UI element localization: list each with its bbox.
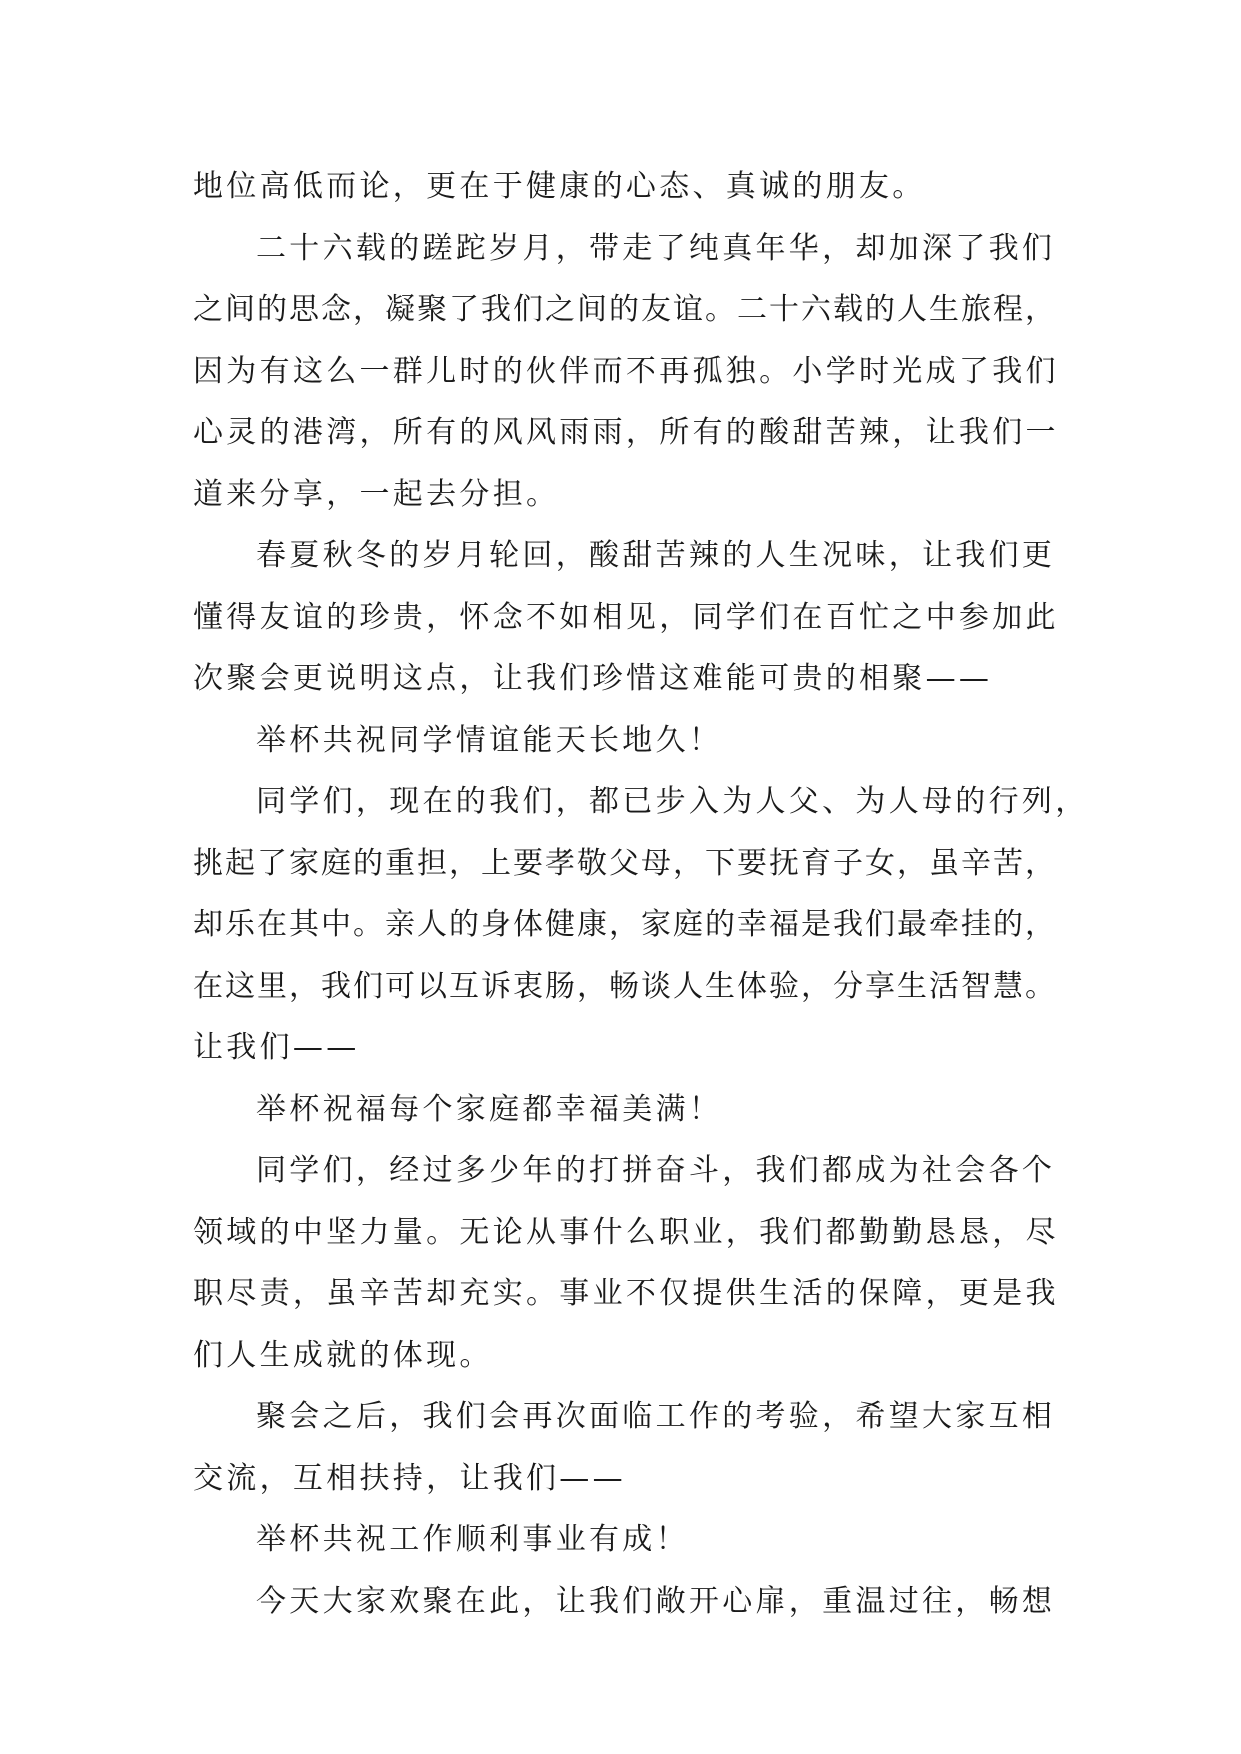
- text-line: 因为有这么一群儿时的伙伴而不再孤独。小学时光成了我们: [193, 353, 1059, 389]
- text-line: 让我们——: [193, 1030, 360, 1065]
- text-line: 却乐在其中。亲人的身体健康，家庭的幸福是我们最牵挂的，: [193, 907, 1055, 942]
- text-line: 次聚会更说明这点，让我们珍惜这难能可贵的相聚——: [193, 661, 993, 696]
- paragraph-start-line: 同学们，经过多少年的打拼奋斗，我们都成为社会各个: [256, 1153, 1056, 1188]
- text-line: 懂得友谊的珍贵，怀念不如相见，同学们在百忙之中参加此: [193, 599, 1059, 635]
- text-line: 们人生成就的体现。: [193, 1337, 493, 1373]
- paragraph-start-line: 举杯共祝同学情谊能天长地久！: [256, 722, 723, 758]
- text-line: 职尽责，虽辛苦却充实。事业不仅提供生活的保障，更是我: [193, 1276, 1059, 1311]
- paragraph-start-line: 春夏秋冬的岁月轮回，酸甜苦辣的人生况味，让我们更: [256, 538, 1056, 573]
- paragraph-start-line: 举杯祝福每个家庭都幸福美满！: [256, 1091, 723, 1127]
- text-line: 交流，互相扶持，让我们——: [193, 1460, 626, 1496]
- paragraph-start-line: 同学们，现在的我们，都已步入为人父、为人母的行列，: [256, 784, 1089, 819]
- text-line: 地位高低而论，更在于健康的心态、真诚的朋友。: [193, 169, 926, 204]
- text-line: 在这里，我们可以互诉衷肠，畅谈人生体验，分享生活智慧。: [193, 968, 1055, 1004]
- paragraph-start-line: 今天大家欢聚在此，让我们敞开心扉，重温过往，畅想: [256, 1583, 1056, 1619]
- text-line: 领域的中坚力量。无论从事什么职业，我们都勤勤恳恳，尽: [193, 1214, 1059, 1250]
- text-line: 挑起了家庭的重担，上要孝敬父母，下要抚育子女，虽辛苦，: [193, 845, 1055, 881]
- paragraph-start-line: 二十六载的蹉跎岁月，带走了纯真年华，却加深了我们: [256, 230, 1056, 266]
- text-line: 之间的思念，凝聚了我们之间的友谊。二十六载的人生旅程，: [193, 292, 1055, 327]
- paragraph-start-line: 举杯共祝工作顺利事业有成！: [256, 1522, 689, 1557]
- paragraph-start-line: 聚会之后，我们会再次面临工作的考验，希望大家互相: [256, 1399, 1056, 1434]
- text-line: 心灵的港湾，所有的风风雨雨，所有的酸甜苦辣，让我们一: [193, 415, 1059, 450]
- document-body: [193, 156, 1089, 1632]
- text-line: 道来分享，一起去分担。: [193, 476, 560, 512]
